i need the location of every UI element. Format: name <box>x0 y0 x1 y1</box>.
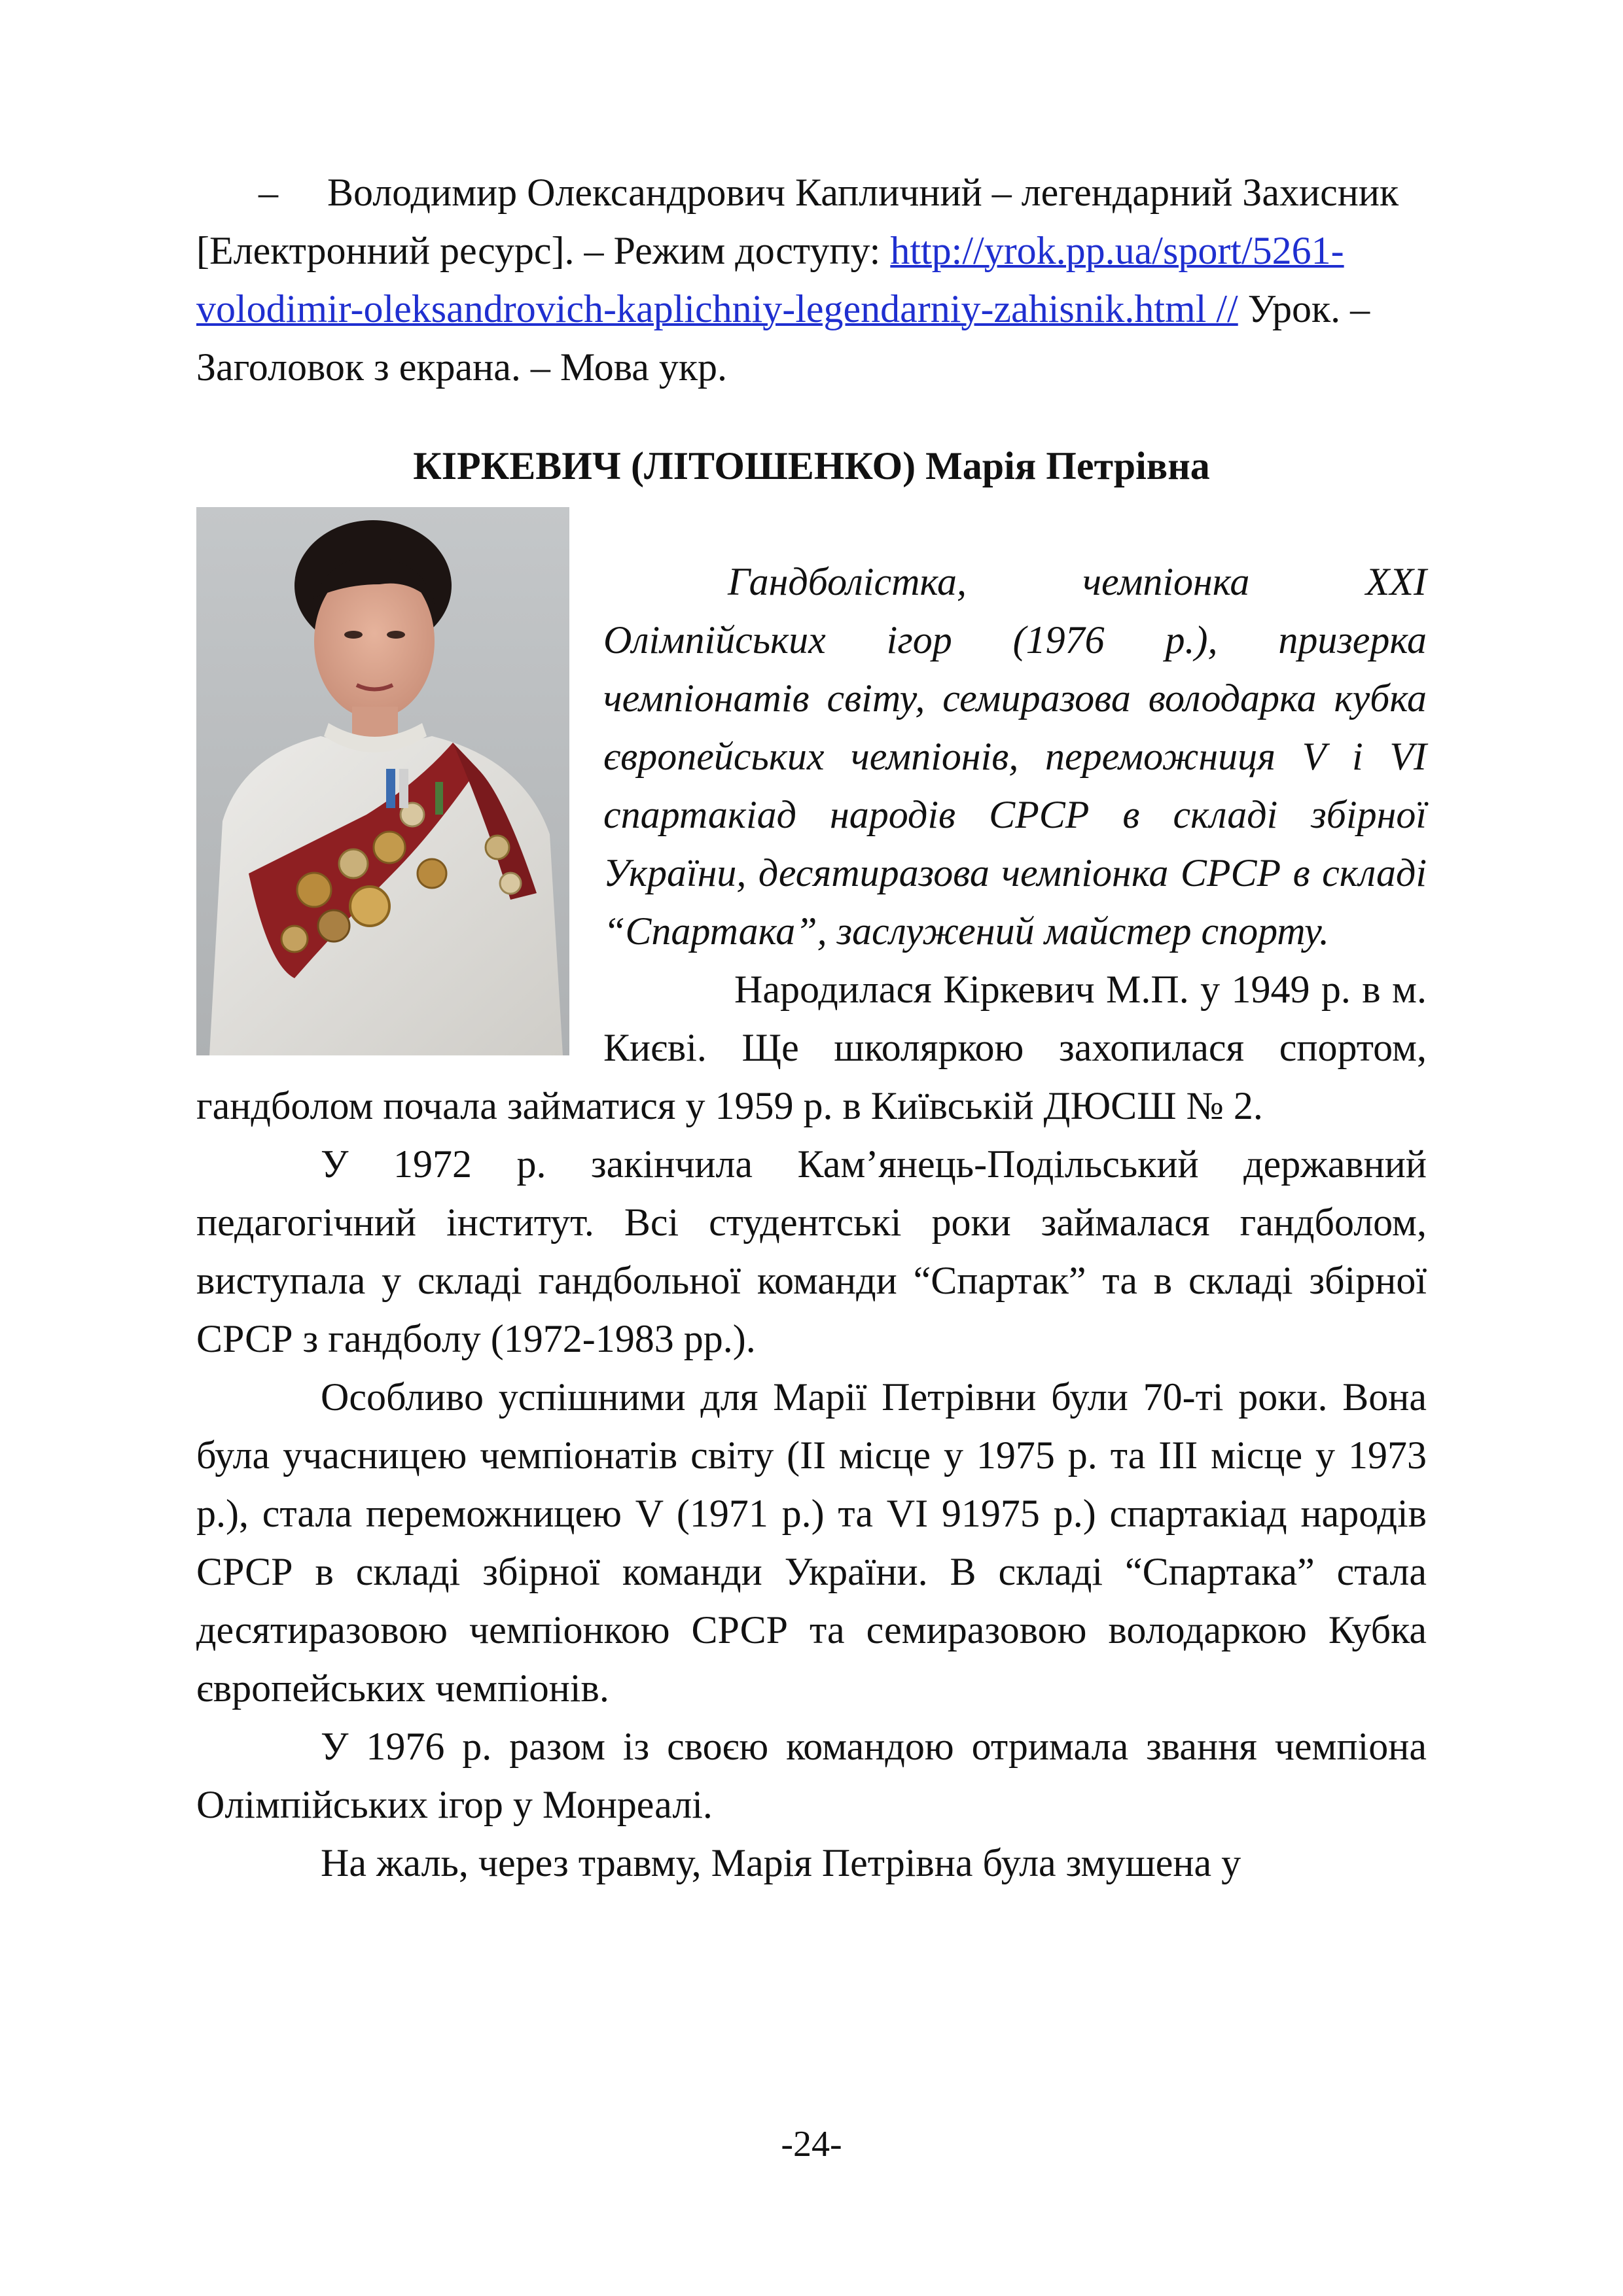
document-page <box>196 164 1427 1892</box>
intro-summary: Гандболістка, чемпіонка XXI Олімпійських ігор (1976 р.), призерка чемпіонатів світу, семиразова володарка кубка європейських чемпіонів, переможниця V і VI спартакіад народів СРСР в складі збірної України, десятиразова чемпіонка СРСР в складі <box>603 560 1427 894</box>
paragraph-achievements: Особливо успішними для Марії Петрівни були 70-ті роки. Вона була учасницею чемпіонатів світу (II місце у 1975 р. та III місце у 1973 р.), стала переможницею V (1971 р.) та VI 91975 р.) спартакіад народів СРСР в складі збірної команди України. В складі “Спартака” стала десятиразовою чемпіонкою СРСР та семиразовою володаркою Кубка європейських чемпіонів. <box>196 1375 1427 1710</box>
portrait-photo <box>196 507 569 1055</box>
list-dash: – <box>259 171 278 214</box>
reference-text-tail: Урок. – Заголовок з екрана. – Мова укр. <box>196 287 1370 389</box>
reference-text: Володимир Олександрович Капличний – легендарний Захисник [Електронний ресурс]. – Режим доступу: <box>196 171 1399 272</box>
paragraph-born-text: Народилася Кіркевич М.П. у 1949 р. в м. Києві. Ще школяркою захопилася спортом, гандболом почала займатися у 1959 р. в Київській ДЮСШ № 2. <box>196 968 1427 1127</box>
reference-link[interactable]: http://yrok.pp.ua/sport/5261-volodimir-oleksandrovich-kaplichniy-legendarniy-zahisnik.html // <box>196 229 1344 330</box>
page-number: -24- <box>781 2124 842 2164</box>
section-heading: КІРКЕВИЧ (ЛІТОШЕНКО) Марія Петрівна <box>413 444 1210 487</box>
reference-entry <box>196 164 1427 397</box>
paragraph-education: У 1972 р. закінчила Кам’янець-Подільський державний педагогічний інститут. Всі студентські роки займалася гандболом, виступала у складі гандбольної команди “Спартак” та в складі збірної СРСР з гандболу (1972-1983 рр.). <box>196 1142 1427 1360</box>
intro-summary-last-line: “Спартака”, заслужений майстер спорту. <box>603 910 1329 953</box>
biography-block <box>196 507 1427 1135</box>
paragraph-injury: На жаль, через травму, Марія Петрівна була змушена у <box>321 1841 1241 1884</box>
paragraph-olympics: У 1976 р. разом із своєю командою отримала звання чемпіона Олімпійських ігор у Монреалі. <box>196 1725 1427 1826</box>
